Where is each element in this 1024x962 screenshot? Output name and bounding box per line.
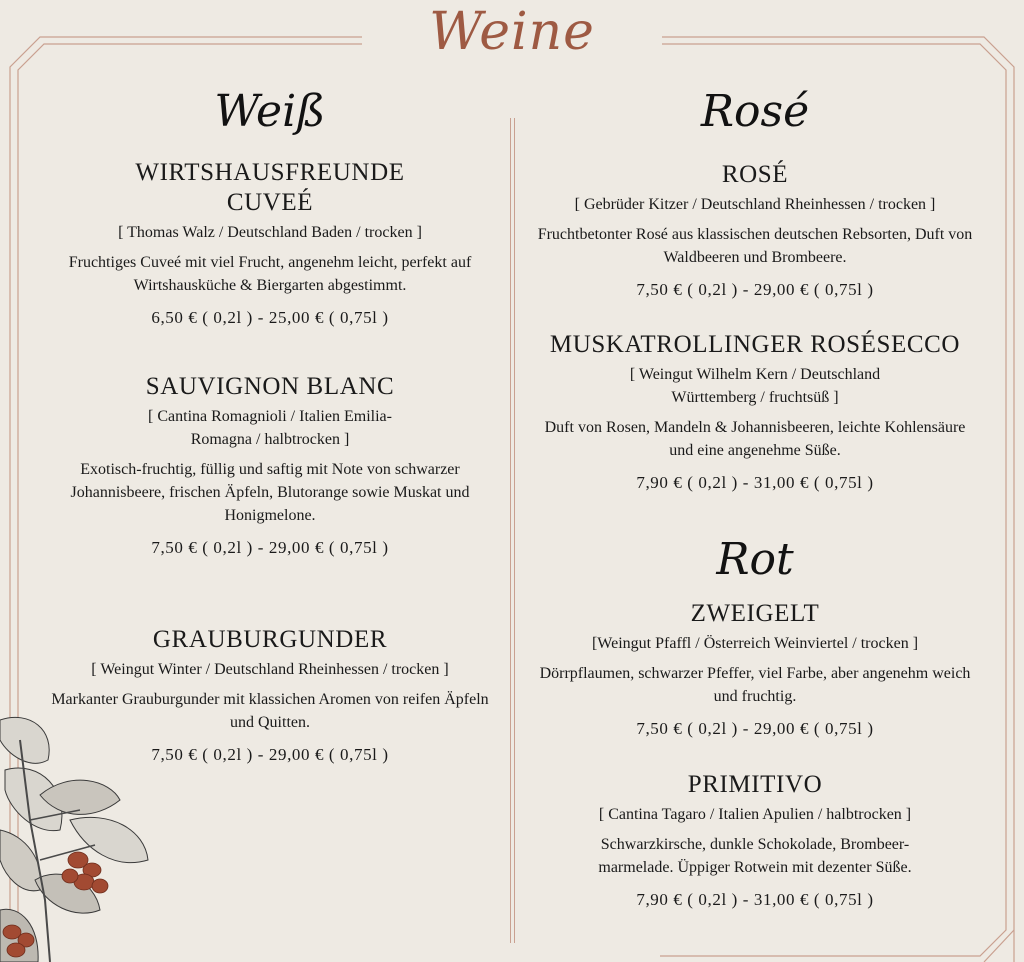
- wine-description: Dörrpflaumen, schwarzer Pfeffer, viel Farbe, aber angenehm weich und fruchtig.: [539, 665, 971, 705]
- page-title: Weine: [429, 2, 595, 62]
- wine-description: Fruchtiges Cuveé mit viel Frucht, angenehm leicht, perfekt auf Wirtshausküche & Biergarten abgestimmt.: [68, 254, 472, 294]
- wine-item-muskatrollinger-rosesecco: [535, 330, 975, 494]
- wine-origin: [ Weingut Wilhelm Kern / Deutschland Württemberg / fruchtsüß ]: [629, 366, 881, 406]
- wine-name: ZWEIGELT: [690, 600, 820, 627]
- wine-origin: [ Cantina Romagnioli / Italien Emilia-Romagna / halbtrocken ]: [148, 408, 392, 448]
- section-title-rot: Rot: [716, 534, 794, 585]
- wine-item-wirtshausfreunde-cuvee: [60, 158, 480, 329]
- wine-description: Fruchtbetonter Rosé aus klassischen deutschen Rebsorten, Duft von Waldbeeren und Brombeere.: [537, 226, 973, 266]
- wine-name: ROSÉ: [721, 161, 789, 188]
- wine-price: 6,50 € ( 0,2l ) - 25,00 € ( 0,75l ): [151, 308, 389, 327]
- wine-item-zweigelt: [535, 599, 975, 740]
- wine-origin: [ Cantina Tagaro / Italien Apulien / halbtrocken ]: [598, 806, 912, 823]
- wine-price: 7,50 € ( 0,2l ) - 29,00 € ( 0,75l ): [636, 719, 874, 738]
- wine-price: 7,50 € ( 0,2l ) - 29,00 € ( 0,75l ): [151, 745, 389, 764]
- wine-item-sauvignon-blanc: [60, 372, 480, 559]
- wine-origin: [ Weingut Winter / Deutschland Rheinhessen / trocken ]: [91, 661, 449, 678]
- wine-name: WIRTSHAUSFREUNDE CUVEÉ: [135, 159, 405, 216]
- coffee-plant-illustration: [0, 700, 150, 962]
- wine-description: Duft von Rosen, Mandeln & Johannisbeeren, leichte Kohlensäure und eine angenehme Süße.: [544, 419, 966, 459]
- wine-name: SAUVIGNON BLANC: [145, 373, 395, 400]
- section-title-weiss: Weiß: [214, 86, 326, 137]
- wine-description: Markanter Grauburgunder mit klassichen Aromen von reifen Äpfeln und Quitten.: [51, 691, 489, 731]
- wine-price: 7,50 € ( 0,2l ) - 29,00 € ( 0,75l ): [151, 538, 389, 557]
- wine-item-primitivo: [535, 770, 975, 911]
- column-divider: [510, 118, 515, 943]
- wine-origin: [Weingut Pfaffl / Österreich Weinviertel / trocken ]: [591, 635, 919, 652]
- wine-origin: [ Gebrüder Kitzer / Deutschland Rheinhessen / trocken ]: [574, 196, 936, 213]
- wine-description: Schwarzkirsche, dunkle Schokolade, Brombeer-marmelade. Üppiger Rotwein mit dezenter Süße.: [598, 836, 912, 876]
- section-title-rose: Rosé: [700, 86, 810, 137]
- wine-origin: [ Thomas Walz / Deutschland Baden / trocken ]: [118, 224, 422, 241]
- wine-price: 7,50 € ( 0,2l ) - 29,00 € ( 0,75l ): [636, 280, 874, 299]
- wine-description: Exotisch-fruchtig, füllig und saftig mit Note von schwarzer Johannisbeere, frischen Äpfeln, Blutorange sowie Muskat und Honigmelone.: [70, 461, 470, 524]
- wine-name: MUSKATROLLINGER ROSÉSECCO: [549, 331, 961, 358]
- wine-name: PRIMITIVO: [687, 771, 823, 798]
- wine-name: GRAUBURGUNDER: [152, 626, 388, 653]
- wine-item-rose: [535, 160, 975, 301]
- wine-price: 7,90 € ( 0,2l ) - 31,00 € ( 0,75l ): [636, 473, 874, 492]
- wine-price: 7,90 € ( 0,2l ) - 31,00 € ( 0,75l ): [636, 890, 874, 909]
